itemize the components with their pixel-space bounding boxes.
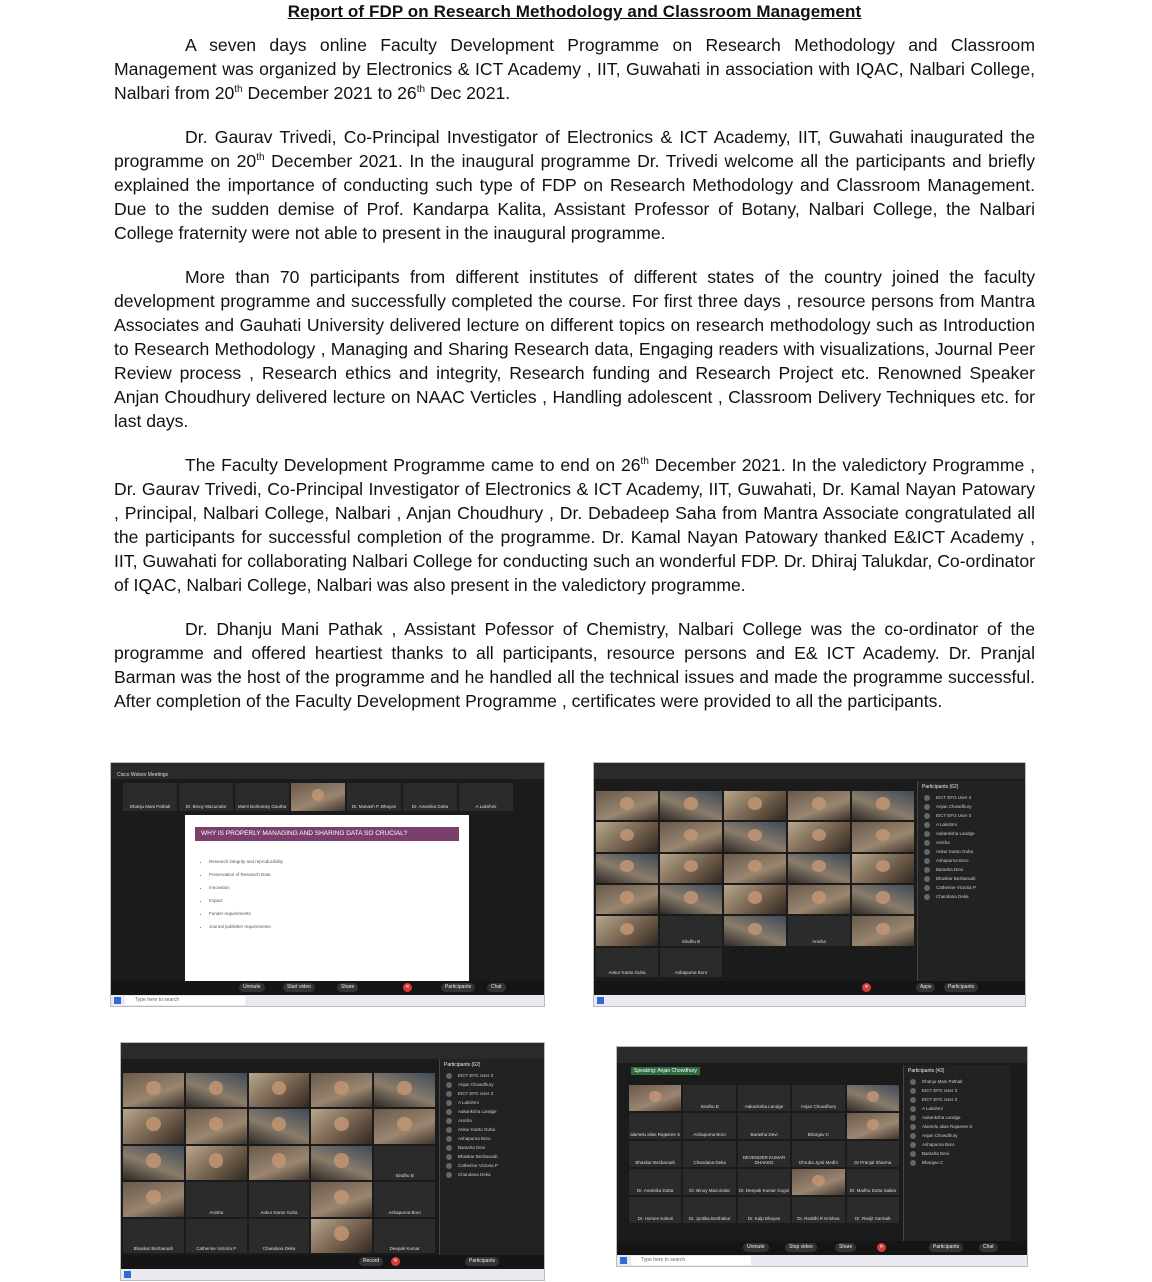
participant-row[interactable]: A Lakshmi [904, 1104, 1010, 1113]
video-tile [792, 1085, 844, 1111]
participant-name: Ashapurna Boro [674, 970, 708, 975]
participants-list [904, 1077, 1010, 1167]
participant-row[interactable]: Aakanksha Landge [918, 829, 1026, 838]
participant-name: Ankur Kanto Guha [260, 1209, 298, 1215]
participant-video [334, 1190, 349, 1204]
unmute-button[interactable]: Unmute [743, 1243, 769, 1252]
participant-video [334, 1153, 349, 1167]
participant-video [812, 891, 827, 903]
paragraph-valedictory [114, 453, 1035, 597]
participant-video [867, 1091, 880, 1102]
video-tile [186, 1219, 247, 1253]
windows-start-icon[interactable] [597, 997, 604, 1004]
participant-video [812, 797, 827, 809]
chat-button[interactable]: Chat [487, 983, 506, 992]
video-tile [249, 1109, 310, 1143]
participant-name: Bhaskar Bezbaruah [133, 1246, 174, 1251]
slide-bullet: • Funder requirements [209, 911, 283, 916]
participant-name: Barasha Devi [750, 1132, 778, 1137]
participant-name: Ashapurna Boro [693, 1132, 726, 1137]
video-tile [596, 854, 658, 883]
participant-video [272, 1117, 287, 1131]
participant-row[interactable]: Ankur Kanto Guha [440, 1125, 545, 1134]
participants-list [918, 793, 1026, 901]
video-tile [629, 1169, 681, 1195]
meeting-controls [594, 981, 1025, 995]
participant-video [812, 829, 827, 841]
video-tile [683, 1113, 735, 1139]
participant-video [812, 1175, 825, 1186]
superscript: th [416, 84, 426, 96]
stop-video-button[interactable]: Stop video [785, 1243, 817, 1252]
slide-bullets [199, 859, 283, 937]
paragraph-inauguration [114, 125, 1035, 245]
participant-name: Dr. Anamika Dutta [411, 804, 449, 809]
participant-row[interactable]: Dhanju Mani Pathak [904, 1077, 1010, 1086]
superscript: th [234, 84, 243, 96]
participant-video [684, 891, 699, 903]
video-tile [629, 1141, 681, 1167]
participant-video [876, 829, 891, 841]
participant-video [748, 923, 763, 935]
participant-name: Mami Borkotoky Gautha [237, 804, 287, 809]
participant-row[interactable]: Anjan Chowdhury [918, 802, 1026, 811]
participant-row[interactable]: EICT EFG User 3 [918, 811, 1026, 820]
participant-name: Dhanju Mani Pathak [129, 804, 171, 809]
participant-video [146, 1081, 161, 1095]
screenshot-presentation [110, 762, 545, 1007]
participant-name: Anjan Chowdhury [800, 1104, 837, 1109]
participants-panel [917, 781, 1026, 981]
video-gallery [629, 1085, 899, 1223]
participant-video [620, 923, 635, 935]
video-tile [788, 916, 850, 945]
participant-video [397, 1081, 412, 1095]
participant-row[interactable]: Ashapurna Boro [440, 1134, 545, 1143]
text: Dec 2021. [425, 83, 511, 103]
meeting-controls [121, 1255, 544, 1269]
participant-name: Dr. Madhu Dutta Saikia [849, 1188, 896, 1193]
video-tile [788, 791, 850, 820]
leave-button[interactable]: ✕ [403, 983, 412, 992]
text: December 2021 to 26 [242, 83, 417, 103]
participant-name: Dr. Binoy Mazumdar [689, 1188, 730, 1193]
meeting-controls [617, 1241, 1027, 1255]
video-tile [123, 1219, 184, 1253]
video-tile [123, 1073, 184, 1107]
video-tile [847, 1197, 899, 1223]
participant-video [146, 1117, 161, 1131]
slide-bullet: • Research integrity and reproducibility [209, 859, 283, 864]
participant-row[interactable]: Catherine Victoria P [440, 1161, 545, 1170]
participant-row[interactable]: EICT EFG User 3 [904, 1095, 1010, 1104]
video-tile [374, 1109, 435, 1143]
paragraph-intro [114, 33, 1035, 105]
participant-video [649, 1091, 662, 1102]
paragraph-participants: More than 70 participants from different institutes of different states of the country joined the faculty development programme and successfully completed the course. For first three days , resource persons from Mantra Associates and Gauhati University delivered lecture on different topics on research methodology such as Introduction to Research Methodology , Managing and Sharing Research data, Engaging readers with visualizations, Journal Peer Review process , Research ethics and integrity, Research funding and Research Project etc. Renowned Speaker Anjan Choudhury delivered lecture on NAAC Verticles , Handling adolescent , Classroom Delivery Techniques etc. for last days. [114, 267, 1035, 431]
participant-row[interactable]: Bhargav C [904, 1158, 1010, 1167]
video-tile [311, 1146, 372, 1180]
video-tile [596, 916, 658, 945]
video-tile [852, 885, 914, 914]
participant-row[interactable]: Barasha Devi [904, 1149, 1010, 1158]
participant-name: Sindhu B [395, 1173, 414, 1179]
video-tile [629, 1197, 681, 1223]
video-tile [852, 916, 914, 945]
leave-button[interactable]: ✕ [862, 983, 871, 992]
video-tile [374, 1219, 435, 1253]
participant-name: Ankur Kanto Guha [608, 970, 646, 975]
participant-row[interactable]: Ashapurna Boro [904, 1140, 1010, 1149]
video-tile [738, 1141, 790, 1167]
share-button[interactable]: Share [337, 983, 358, 992]
video-tile [311, 1182, 372, 1216]
participants-panel [439, 1059, 545, 1259]
participant-video [209, 1117, 224, 1131]
video-tile [724, 791, 786, 820]
video-tile [660, 854, 722, 883]
video-tile [792, 1141, 844, 1167]
participant-video [876, 797, 891, 809]
participant-video [312, 789, 325, 801]
participant-name: alamelu alias Rajasree S [630, 1132, 681, 1137]
participant-row[interactable]: EICT EFG User 3 [440, 1089, 545, 1098]
participant-name: Anisha [209, 1209, 224, 1215]
video-tile [596, 822, 658, 851]
chat-button[interactable]: Chat [979, 1243, 998, 1252]
report-document [114, 0, 1035, 713]
video-strip [123, 783, 513, 811]
taskbar [111, 995, 544, 1006]
video-tile [596, 791, 658, 820]
video-tile [123, 783, 177, 811]
participant-video [272, 1153, 287, 1167]
participant-name: Dr. Reddhi R Krishna [797, 1216, 840, 1221]
participant-video [812, 860, 827, 872]
participant-name: Bhaskar Bezbaruah [635, 1160, 675, 1165]
video-tile [852, 791, 914, 820]
video-tile [738, 1085, 790, 1111]
video-tile [660, 885, 722, 914]
participant-name: Sindhu B [681, 938, 701, 944]
video-tile [660, 948, 722, 977]
window-titlebar [594, 763, 1025, 779]
participant-row[interactable]: Bhaskar Bezbaruah [440, 1152, 545, 1161]
video-tile [123, 1146, 184, 1180]
participants-panel [903, 1065, 1010, 1245]
participant-video [876, 860, 891, 872]
participant-row[interactable]: EICT EFG User 3 [904, 1086, 1010, 1095]
video-tile [683, 1169, 735, 1195]
participant-name: Aakanksha Landge [744, 1104, 784, 1109]
windows-start-icon[interactable] [620, 1257, 627, 1264]
video-tile [459, 783, 513, 811]
video-tile [629, 1085, 681, 1111]
participant-row[interactable]: Aakanksha Landge [440, 1107, 545, 1116]
superscript: th [256, 152, 265, 164]
taskbar-search[interactable]: Type here to search [631, 1256, 751, 1265]
participant-row[interactable]: Catherine Victoria P [918, 883, 1026, 892]
video-tile [249, 1219, 310, 1253]
participant-row[interactable]: Anjan Chowdhury [440, 1080, 545, 1089]
window-titlebar [121, 1043, 544, 1059]
participants-button[interactable]: Participants [929, 1243, 963, 1252]
slide-bullet: • Innovation [209, 885, 283, 890]
text: December 2021. In the valedictory Programme , Dr. Gaurav Trivedi, Co-Principal Investigator of Electronics & ICT Academy, IIT, Guwahati, Dr. Kamal Nayan Patowary , Principal, Nalbari College, Nalbari , Anjan Choudhury , Dr. Debadeep Saha from Mantra Associate congratulated all the participants for successful completion of the programme. Dr. Kamal Nayan Patowary thanked E&ICT Academy , IIT, Guwahati for collaborating Nalbari College for conducting such an wonderful FDP. Dr. Dhiraj Talukdar, Co-ordinator of IQAC, Nalbari College, Nalbari was also present in the valedictory programme. [114, 455, 1036, 595]
video-tile [660, 791, 722, 820]
participant-row[interactable]: Anisha [918, 838, 1026, 847]
video-tile [724, 822, 786, 851]
participant-video [748, 829, 763, 841]
participant-name: Dr. Deepak Kumar Gogoi [738, 1188, 790, 1193]
participant-name: Deepak Kumar [389, 1246, 420, 1251]
participant-name: Dr. Homen Kakoti [637, 1216, 673, 1221]
video-tile [179, 783, 233, 811]
windows-start-icon[interactable] [114, 997, 121, 1004]
video-tile [788, 822, 850, 851]
video-tile [660, 822, 722, 851]
participant-row[interactable]: Barasha Devi [440, 1143, 545, 1152]
participant-video [748, 860, 763, 872]
video-tile [724, 885, 786, 914]
video-tile [311, 1109, 372, 1143]
participant-row[interactable]: Ashapurna Boro [918, 856, 1026, 865]
slide-bullet: • Impact [209, 898, 283, 903]
unmute-button[interactable]: Unmute [239, 983, 265, 992]
video-tile [291, 783, 345, 811]
participant-name: Sindhu B [700, 1104, 719, 1109]
screenshot-gallery-3 [616, 1046, 1028, 1267]
video-tile [249, 1073, 310, 1107]
participant-video [684, 797, 699, 809]
slide-bullet: • Journal publisher requirements [209, 924, 283, 929]
participant-name: DEVENDER KUMAR DHAKED [742, 1155, 786, 1165]
participant-video [620, 891, 635, 903]
text: December 2021. In the inaugural programme Dr. Trivedi welcome all the participants and briefly explained the importance of conducting such type of FDP on Research Methodology and Classroom Management. Due to the sudden demise of Prof. Kandarpa Kalita, Assistant Professor of Botany, Nalbari College, the Nalbari College fraternity were not able to present in the inaugural programme. [114, 151, 1035, 243]
app-title: Cisco Webex Meetings [117, 772, 169, 778]
video-tile [186, 1146, 247, 1180]
participant-name: Chandana Deka [693, 1160, 726, 1165]
participant-video [209, 1081, 224, 1095]
participant-video [334, 1081, 349, 1095]
video-tile [788, 885, 850, 914]
participant-row[interactable]: EICT EFG User 3 [918, 793, 1026, 802]
participant-row[interactable]: Chandana Deka [918, 892, 1026, 901]
leave-button[interactable]: ✕ [877, 1243, 886, 1252]
taskbar [594, 995, 1025, 1006]
text: Dr. Gaurav Trivedi, Co-Principal Investigator of Electronics & ICT Academy, IIT, Guwahati inaugurated the programme on 20 [114, 127, 1035, 171]
participant-name: Catherine Victoria P [196, 1246, 237, 1251]
video-tile [596, 948, 658, 977]
participant-row[interactable]: A Lakshmi [440, 1098, 545, 1107]
windows-start-icon[interactable] [124, 1271, 131, 1278]
participant-video [684, 860, 699, 872]
video-tile [792, 1197, 844, 1223]
participant-video [620, 860, 635, 872]
video-tile [403, 783, 457, 811]
paragraph-coordinator: Dr. Dhanju Mani Pathak , Assistant Pofessor of Chemistry, Nalbari College was the co-ordinator of the programme and offered heartiest thanks to all participants, resource persons and E& ICT Academy. Dr. Pranjal Barman was the host of the programme and he handled all the technical issues and made the programme successful. After completion of the Faculty Development Programme , certificates were provided to all the participants. [114, 619, 1035, 711]
participants-button[interactable]: Participants [944, 983, 978, 992]
participant-name: Dr Pranjal Sharma [854, 1160, 892, 1165]
participant-name: Dr. Binoy Mazumdar [185, 804, 227, 809]
superscript: th [640, 456, 649, 468]
video-tile [847, 1085, 899, 1111]
video-tile [738, 1113, 790, 1139]
participants-list [440, 1071, 545, 1179]
participant-name: Ashapurna Boro [388, 1209, 421, 1215]
screenshot-gallery-1 [593, 762, 1026, 1007]
slide-bullet: • Preservation of Research Data [209, 872, 283, 877]
video-tile [596, 885, 658, 914]
video-tile [235, 783, 289, 811]
participant-video [272, 1081, 287, 1095]
participant-row[interactable]: A Lakshmi [918, 820, 1026, 829]
participant-row[interactable]: Aakanksha Landge [904, 1113, 1010, 1122]
video-gallery [123, 1073, 435, 1255]
participants-button[interactable]: Participants [465, 1257, 499, 1266]
participant-row[interactable]: Anisha [440, 1116, 545, 1125]
video-tile [374, 1182, 435, 1216]
participant-video [867, 1119, 880, 1130]
screenshot-gallery-2 [120, 1042, 545, 1281]
participant-row[interactable]: Barasha Devi [918, 865, 1026, 874]
text: A seven days online Faculty Development Programme on Research Methodology and Classroom Management was organized by Electronics & ICT Academy , IIT, Guwahati in association with IQAC, Nalbari College, Nalbari from 20 [114, 35, 1035, 103]
participant-row[interactable]: Anjan Chowdhury [904, 1131, 1010, 1140]
video-tile [788, 854, 850, 883]
participant-name: Dhruba Jyoti Medhi [799, 1160, 838, 1165]
window-titlebar [111, 763, 544, 779]
participant-row[interactable]: Bhaskar Bezbaruah [918, 874, 1026, 883]
report-title: Report of FDP on Research Methodology and Classroom Management [287, 2, 862, 21]
participant-name: Dr. Kalp Bhuyan [747, 1216, 781, 1221]
participant-row[interactable]: Ankur Kanto Guha [918, 847, 1026, 856]
video-tile [374, 1146, 435, 1180]
meeting-controls [111, 981, 544, 995]
taskbar-search[interactable]: Type here to search [125, 996, 245, 1005]
video-tile [629, 1113, 681, 1139]
video-gallery [596, 791, 914, 977]
participant-name: Anisha [812, 938, 826, 944]
speaking-indicator: Speaking: Anjan Chowdhury [631, 1067, 700, 1075]
taskbar [617, 1255, 1027, 1266]
participant-video [146, 1190, 161, 1204]
participant-video [209, 1153, 224, 1167]
video-tile [847, 1169, 899, 1195]
video-tile [186, 1073, 247, 1107]
participant-name: Dr. Ranjit Sarmah [855, 1216, 891, 1221]
video-tile [792, 1113, 844, 1139]
participant-video [748, 797, 763, 809]
participant-name: Dr. Anamika Dutta [637, 1188, 674, 1193]
video-tile [311, 1219, 372, 1253]
record-button[interactable]: Record [359, 1257, 383, 1266]
video-tile [847, 1141, 899, 1167]
video-tile [683, 1197, 735, 1223]
video-tile [123, 1182, 184, 1216]
video-tile [660, 916, 722, 945]
video-tile [374, 1073, 435, 1107]
participant-name: A Lakshmi [475, 804, 497, 809]
video-tile [792, 1169, 844, 1195]
participants-panel-title: Participants (43) [908, 1068, 945, 1074]
participant-video [397, 1117, 412, 1131]
video-tile [186, 1109, 247, 1143]
participants-panel-title: Participants (62) [922, 784, 959, 790]
participant-video [146, 1153, 161, 1167]
participant-video [620, 797, 635, 809]
start-video-button[interactable]: Start video [283, 983, 315, 992]
participants-button[interactable]: Participants [441, 983, 475, 992]
video-tile [186, 1182, 247, 1216]
participant-video [334, 1117, 349, 1131]
participant-video [334, 1226, 349, 1240]
video-tile [249, 1182, 310, 1216]
slide-title: WHY IS PROPERLY MANAGING AND SHARING DATA SO CRUCIAL? [201, 830, 408, 837]
shared-slide [185, 815, 469, 995]
video-tile [683, 1085, 735, 1111]
text: The Faculty Development Programme came to end on 26 [185, 455, 641, 475]
taskbar [121, 1269, 544, 1280]
share-button[interactable]: Share [835, 1243, 856, 1252]
video-tile [683, 1141, 735, 1167]
participants-panel-title: Participants (62) [444, 1062, 481, 1068]
participant-video [876, 891, 891, 903]
leave-button[interactable]: ✕ [391, 1257, 400, 1266]
participant-video [684, 829, 699, 841]
video-tile [738, 1197, 790, 1223]
video-tile [847, 1113, 899, 1139]
participant-row[interactable]: Chandana Deka [440, 1170, 545, 1179]
participant-name: Chandana Deka [262, 1246, 296, 1251]
participant-video [876, 923, 891, 935]
participant-row[interactable]: Alamelu alias Rajasree S [904, 1122, 1010, 1131]
video-tile [852, 822, 914, 851]
participant-video [620, 829, 635, 841]
participant-name: Dr. Manash P. Bhuyan [351, 804, 397, 809]
video-tile [123, 1109, 184, 1143]
video-tile [852, 854, 914, 883]
video-tile [738, 1169, 790, 1195]
video-tile [311, 1073, 372, 1107]
video-tile [724, 854, 786, 883]
participant-name: Bhargav C [807, 1132, 830, 1137]
participant-video [748, 891, 763, 903]
window-titlebar [617, 1047, 1027, 1063]
video-tile [724, 916, 786, 945]
video-tile [249, 1146, 310, 1180]
video-tile [347, 783, 401, 811]
participant-name: Dr. Jyotika Borthakur [688, 1216, 731, 1221]
participant-row[interactable]: EICT EFG User 3 [440, 1071, 545, 1080]
apps-button[interactable]: Apps [916, 983, 935, 992]
